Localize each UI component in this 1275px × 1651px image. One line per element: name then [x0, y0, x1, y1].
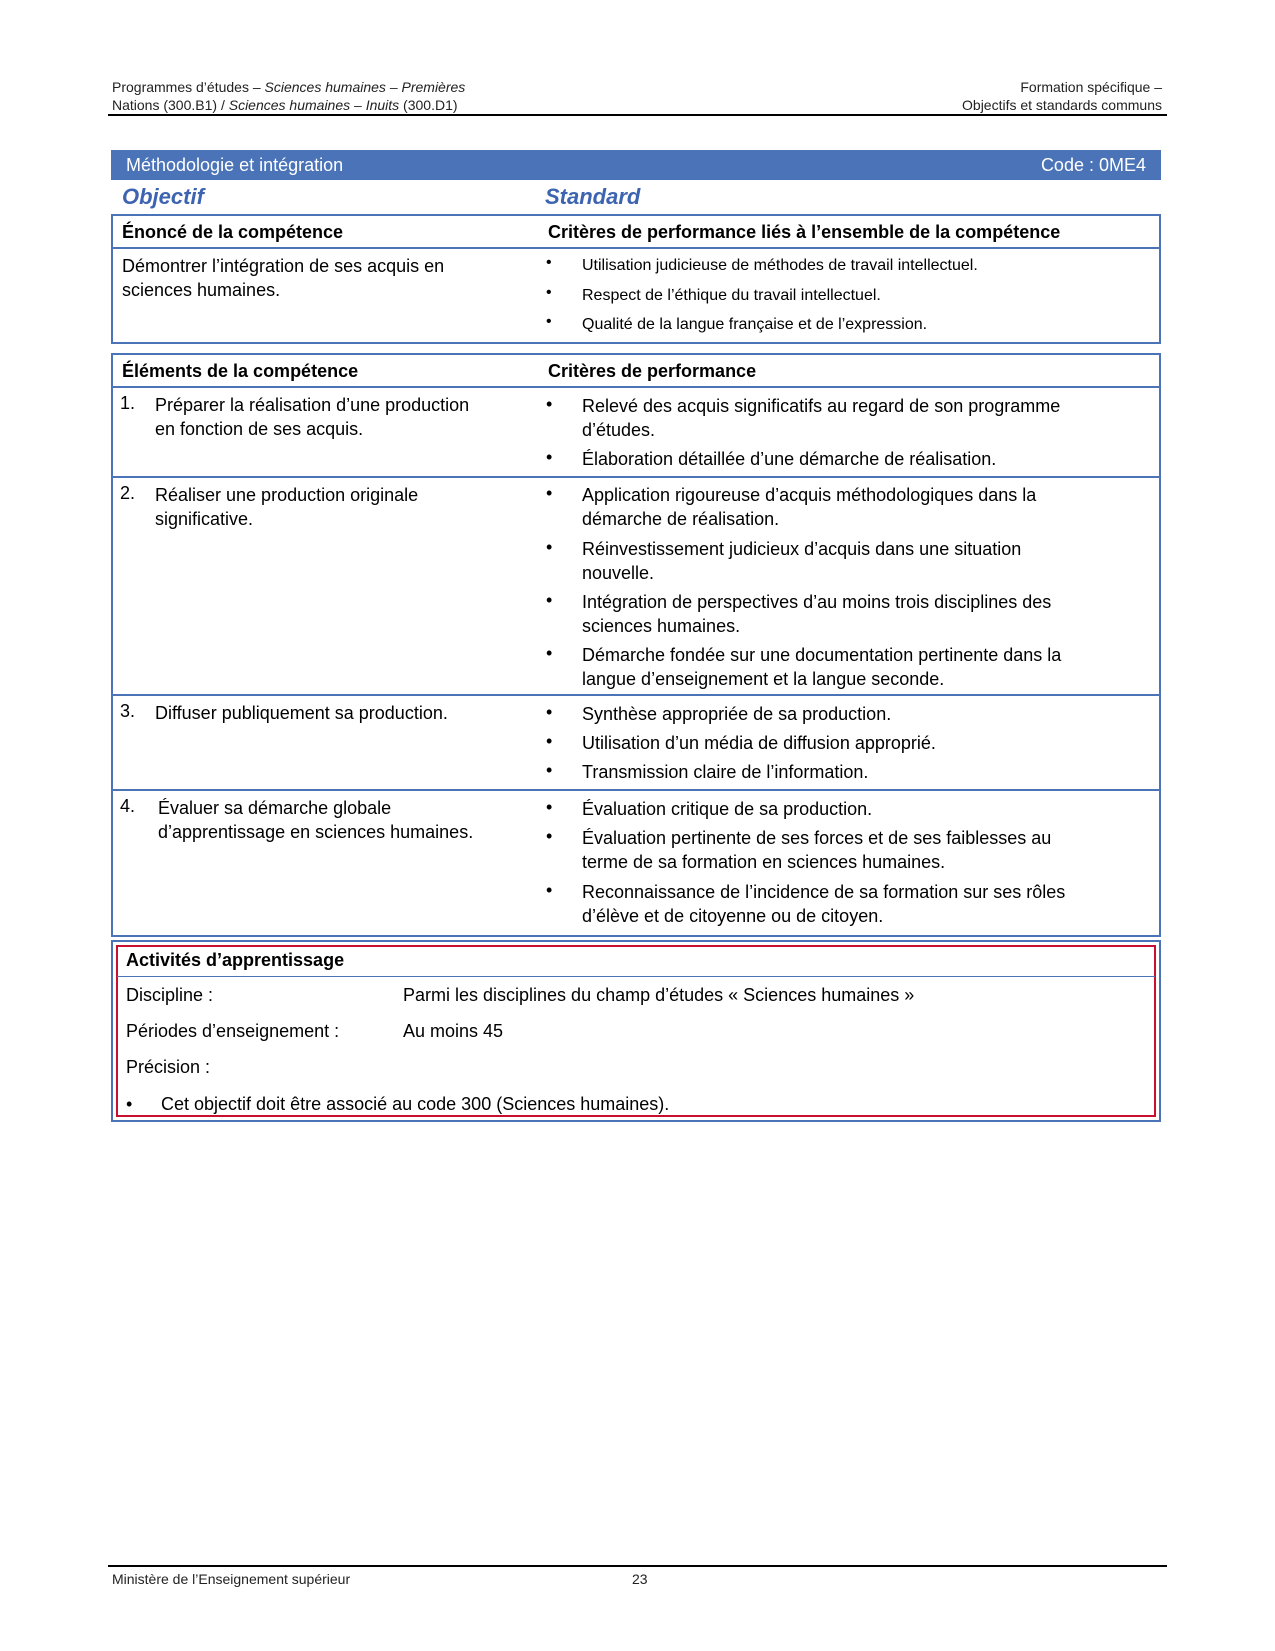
page-number: 23: [632, 1571, 648, 1587]
competence-head-left: Énoncé de la compétence: [122, 222, 344, 242]
column-headings: [122, 184, 1162, 214]
competence-statement: Démontrer l’intégration de ses acquis en sciences humaines.: [122, 256, 445, 300]
periods-value: Au moins 45: [403, 1021, 504, 1041]
footer-ministry: Ministère de l’Enseignement supérieur: [112, 1571, 351, 1587]
row-divider: [112, 789, 1160, 791]
bullet-icon: •: [546, 537, 553, 557]
header-program-line2: Nations (300.B1) / Sciences humaines – Inuits (300.D1): [112, 97, 458, 113]
discipline-label: Discipline :: [126, 985, 214, 1005]
row-divider: [112, 476, 1160, 478]
periods-label: Périodes d’enseignement :: [126, 1021, 340, 1041]
bullet-icon: •: [546, 254, 552, 271]
elements-head-right: Critères de performance: [548, 361, 757, 381]
bullet-icon: •: [546, 797, 553, 817]
page-footer: [112, 1571, 712, 1587]
section-title-bar: [111, 150, 1161, 180]
bullet-icon: •: [546, 394, 553, 414]
header-right-line2: Objectifs et standards communs: [962, 97, 1162, 113]
section-code: Code : 0ME4: [1040, 154, 1146, 175]
bullet-icon: •: [546, 447, 553, 467]
bullet-icon: •: [546, 313, 552, 330]
discipline-value: Parmi les disciplines du champ d’études « Sciences humaines »: [403, 985, 915, 1005]
activities-title: Activités d’apprentissage: [126, 950, 345, 970]
bullet-icon: •: [546, 760, 553, 780]
bullet-icon: •: [126, 1094, 133, 1114]
standard-heading: Standard: [545, 184, 641, 209]
activities-header-rule: [117, 976, 1155, 977]
bullet-icon: •: [546, 731, 553, 751]
header-rule: [108, 114, 1167, 116]
elements-header-rule: [112, 386, 1160, 388]
activities-box: [111, 940, 1161, 1122]
elements-head-left: Éléments de la compétence: [122, 361, 359, 381]
bullet-icon: •: [546, 483, 553, 503]
objectif-heading: Objectif: [122, 184, 204, 209]
bullet-icon: •: [546, 880, 553, 900]
header-right-line1: Formation spécifique –: [1020, 79, 1162, 95]
section-title: Méthodologie et intégration: [126, 154, 344, 175]
bullet-icon: •: [546, 702, 553, 722]
competence-head-right: Critères de performance liés à l’ensemble de la compétence: [548, 222, 1061, 242]
document-page: Programmes d’études – Sciences humaines – Premières Formation spécifique – Nations (300.B1) / Sciences humaines – Inuits (300.D1) Objectifs et standards communs Méthodologie et intégration Code : 0ME4 Objectif Standard Énoncé de la compétence Critères de performance liés à l’ensemble de la compétence Démontrer l’intégration de ses acquis en sciences humaines. • Utilisation judicieuse de méthodes de travail intellectuel. • Respect de l’éthique du travail intellectuel. • Qualité de la langue française et de l’expression. Éléments de la compétence Critères de performance 1. Préparer la réalisation d’une production en fonction de ses acquis. • Relevé des acquis significatifs au regard de son programme d’études. • Élaboration détaillée d’une démarche de réalisation. 2. Réaliser une production originale significative. • Application rigoureuse d’acquis méthodologiques dans la démarche de réalisation. • Réinvestissement judicieux d’acquis dans une situation nouvelle. • Intégration de perspectives d’au moins trois disciplines des sciences humaines. • Démarche fondée sur une documentation pertinente dans la langue d’enseignement et la langue seconde. 3. Diffuser publiquement sa production. • Synthèse appropriée de sa production. • Utilisation d’un média de diffusion approprié. • Transmission claire de l’information. 4. Évaluer sa démarche globale d’apprentissage en sciences humaines. • Évaluation critique de sa production. • Évaluation pertinente de ses forces et de ses faiblesses au terme de sa formation en sciences humaines. • Reconnaissance de l’incidence de sa formation sur ses rôles d’élève et de citoyenne ou de citoyen. Activités d’apprentissage Discipline : Parmi les disciplines du champ d’études « Sciences humaines » Périodes d’enseignement : Au moins 45 Précision : • Cet objectif doit être associé au code 300 (Sciences humaines). Ministère de l’Enseignement supérieur 23: [0, 0, 1275, 1651]
page-header: [112, 78, 1162, 114]
bullet-icon: •: [546, 826, 553, 846]
header-program-line1: Programmes d’études – Sciences humaines – Premières: [112, 79, 466, 95]
precision-label: Précision :: [126, 1057, 211, 1077]
competence-header-rule: [112, 247, 1160, 249]
bullet-icon: •: [546, 643, 553, 663]
bullet-icon: •: [546, 590, 553, 610]
footer-rule: [108, 1565, 1167, 1567]
precision-item: Cet objectif doit être associé au code 300 (Sciences humaines).: [161, 1094, 670, 1114]
bullet-icon: •: [546, 284, 552, 301]
row-divider: [112, 694, 1160, 696]
